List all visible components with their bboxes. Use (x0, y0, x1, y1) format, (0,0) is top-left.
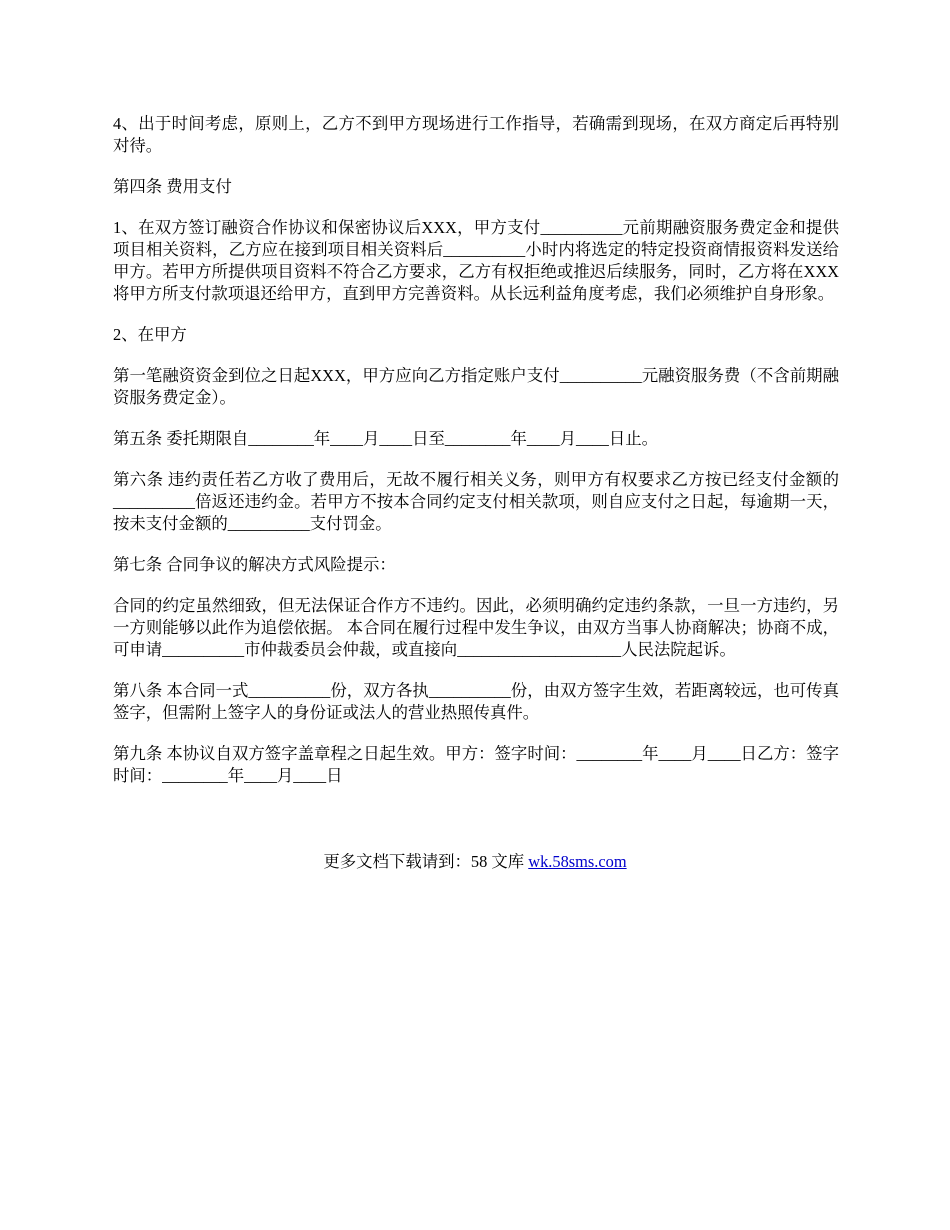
paragraph-item-4: 4、出于时间考虑，原则上，乙方不到甲方现场进行工作指导，若确需到现场，在双方商定后再特别对待。 (113, 114, 839, 155)
document-body (113, 113, 839, 806)
paragraph-article-8: 第八条 本合同一式__________份，双方各执__________份，由双方签字生效，若距离较远，也可传真签字，但需附上签字人的身份证或法人的营业热照传真件。 (113, 681, 839, 722)
paragraph-first-funding: 第一笔融资资金到位之日起XXX，甲方应向乙方指定账户支付__________元融资服务费（不含前期融资服务费定金）。 (113, 366, 839, 407)
footer-text: 更多文档下载请到：58 文库 (323, 852, 529, 871)
section-heading-article-7: 第七条 合同争议的解决方式风险提示： (113, 555, 396, 574)
section-heading-article-4: 第四条 费用支付 (113, 177, 232, 196)
paragraph-article-6: 第六条 违约责任若乙方收了费用后，无故不履行相关义务，则甲方有权要求乙方按已经支付金额的__________倍返还违约金。若甲方不按本合同约定支付相关款项，则自应支付之日起，每逾期一天，按未支付金额的__________支付罚金。 (113, 470, 839, 533)
paragraph-payment-1: 1、在双方签订融资合作协议和保密协议后XXX，甲方支付__________元前期融资服务费定金和提供项目相关资料，乙方应在接到项目相关资料后__________小时内将选定的特定投资商情报资料发送给甲方。若甲方所提供项目资料不符合乙方要求，乙方有权拒绝或推迟后续服务，同时，乙方将在XXX将甲方所支付款项退还给甲方，直到甲方完善资料。从长远利益角度考虑，我们必须维护自身形象。 (113, 218, 839, 303)
download-footer (0, 851, 950, 873)
paragraph-article-9: 第九条 本协议自双方签字盖章程之日起生效。甲方：签字时间：________年____月____日乙方：签字时间：________年____月____日 (113, 744, 839, 785)
footer-link[interactable]: wk.58sms.com (528, 852, 627, 871)
paragraph-payment-2: 2、在甲方 (113, 325, 187, 344)
paragraph-article-5: 第五条 委托期限自________年____月____日至________年____月____日止。 (113, 429, 658, 448)
paragraph-dispute-resolution: 合同的约定虽然细致，但无法保证合作方不违约。因此，必须明确约定违约条款，一旦一方违约，另一方则能够以此作为追偿依据。 本合同在履行过程中发生争议，由双方当事人协商解决；协商不成，可申请__________市仲裁委员会仲裁，或直接向____________________人民法院起诉。 (113, 596, 839, 659)
